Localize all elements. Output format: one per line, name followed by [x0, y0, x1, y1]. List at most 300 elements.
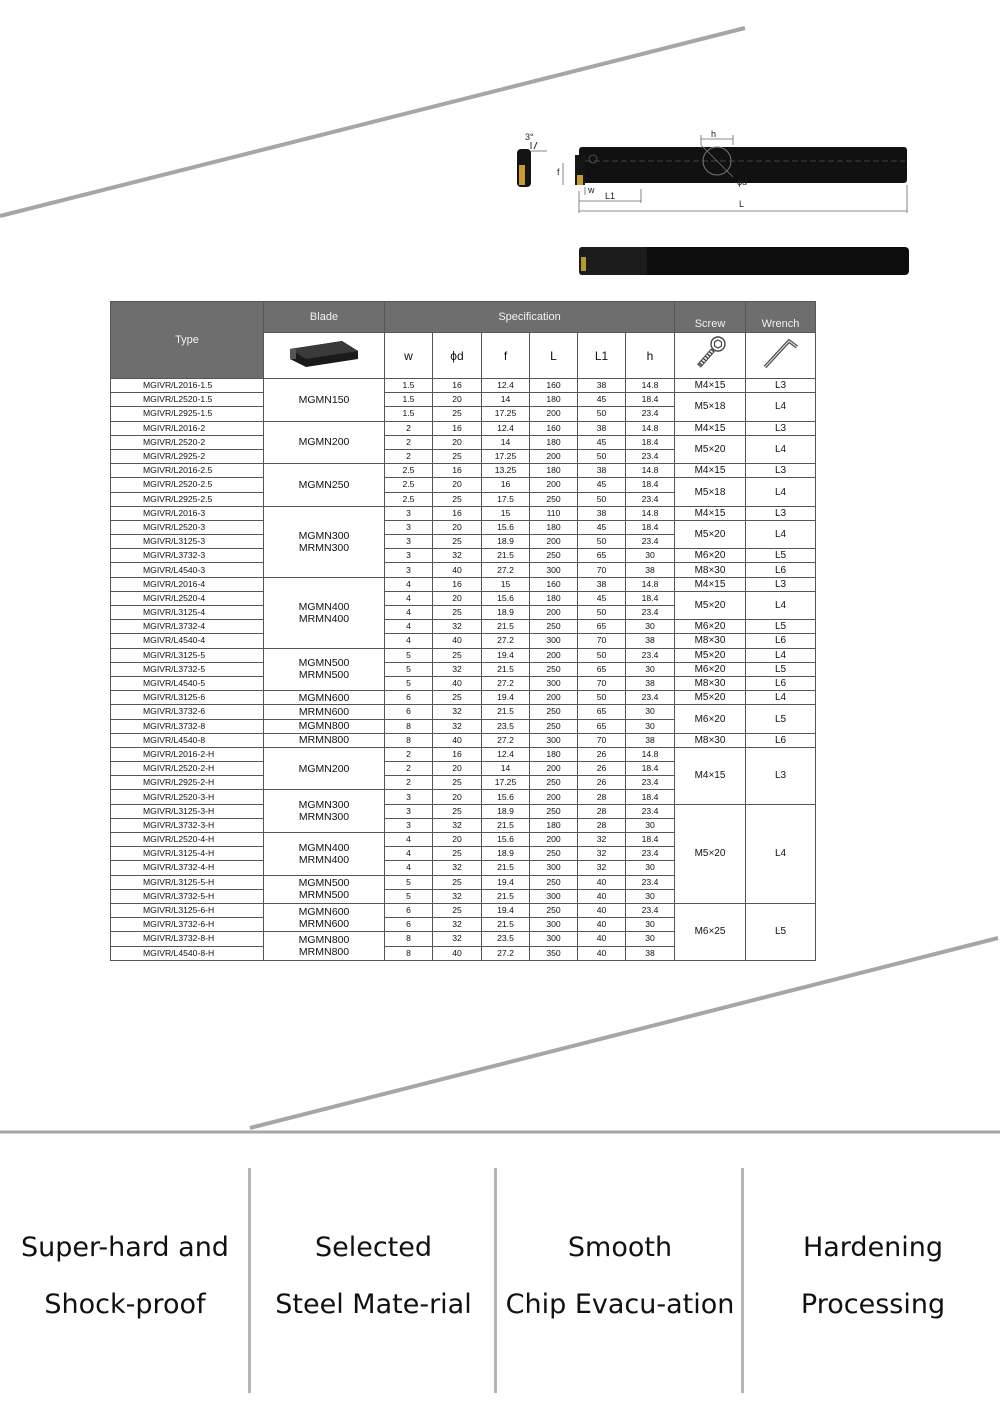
cell-L: 250 — [530, 776, 578, 790]
cell-L1: 26 — [578, 776, 626, 790]
cell-screw: M4×15 — [675, 506, 746, 520]
cell-L1: 45 — [578, 435, 626, 449]
cell-w: 3 — [385, 520, 433, 534]
cell-L: 250 — [530, 662, 578, 676]
cell-L1: 50 — [578, 492, 626, 506]
feature-line-2: Processing — [800, 1288, 946, 1320]
cell-h: 23.4 — [626, 776, 675, 790]
cell-f: 17.25 — [482, 407, 530, 421]
cell-w: 6 — [385, 903, 433, 917]
cell-type: MGIVR/L3125-3 — [111, 535, 264, 549]
cell-L: 160 — [530, 379, 578, 393]
cell-d: 20 — [433, 435, 482, 449]
angle-label: 3° — [525, 132, 534, 142]
cell-L1: 65 — [578, 719, 626, 733]
feature-strip — [0, 1133, 1000, 1418]
header-L: L — [530, 333, 578, 379]
cell-d: 25 — [433, 492, 482, 506]
header-L1: L1 — [578, 333, 626, 379]
cell-blade — [264, 648, 385, 691]
cell-d: 25 — [433, 648, 482, 662]
cell-d: 25 — [433, 407, 482, 421]
feature-divider — [494, 1168, 497, 1393]
blade-model: MGMN400 — [298, 841, 350, 854]
cell-f: 21.5 — [482, 620, 530, 634]
cell-f: 15.6 — [482, 591, 530, 605]
cell-w: 4 — [385, 847, 433, 861]
cell-wrench: L6 — [746, 634, 816, 648]
cell-L1: 32 — [578, 847, 626, 861]
cell-type: MGIVR/L2520-3 — [111, 520, 264, 534]
cell-blade — [264, 691, 385, 705]
blade-model: MRMN600 — [298, 917, 350, 930]
cell-h: 30 — [626, 818, 675, 832]
cell-h: 18.4 — [626, 435, 675, 449]
cell-L1: 28 — [578, 818, 626, 832]
cell-type: MGIVR/L3732-4 — [111, 620, 264, 634]
dim-w-label: w — [588, 185, 595, 195]
cell-screw: M8×30 — [675, 733, 746, 747]
cell-f: 27.2 — [482, 733, 530, 747]
feature-line-1: Hardening — [802, 1231, 944, 1263]
cell-h: 30 — [626, 662, 675, 676]
table-row — [111, 676, 816, 690]
blade-model: MGMN250 — [298, 478, 350, 491]
cell-d: 25 — [433, 535, 482, 549]
cell-wrench: L4 — [746, 591, 816, 619]
cell-type: MGIVR/L3125-5 — [111, 648, 264, 662]
blade-model: MRMN400 — [298, 612, 350, 625]
cell-f: 23.5 — [482, 932, 530, 946]
blade-model: MGMN500 — [298, 877, 350, 890]
cell-blade — [264, 733, 385, 747]
cell-w: 3 — [385, 535, 433, 549]
screw-image-cell — [675, 333, 746, 379]
cell-w: 6 — [385, 918, 433, 932]
cell-w: 4 — [385, 577, 433, 591]
cell-L: 250 — [530, 705, 578, 719]
cell-screw: M8×30 — [675, 634, 746, 648]
cell-h: 30 — [626, 889, 675, 903]
header-specification: Specification — [385, 302, 675, 333]
cell-f: 18.9 — [482, 606, 530, 620]
cell-type: MGIVR/L3732-5-H — [111, 889, 264, 903]
cell-blade — [264, 875, 385, 903]
cell-d: 25 — [433, 903, 482, 917]
cell-screw: M8×30 — [675, 676, 746, 690]
cell-wrench: L4 — [746, 393, 816, 421]
cell-w: 4 — [385, 606, 433, 620]
cell-d: 20 — [433, 520, 482, 534]
cell-L1: 45 — [578, 393, 626, 407]
cell-type: MGIVR/L4540-4 — [111, 634, 264, 648]
cell-w: 1.5 — [385, 379, 433, 393]
cell-f: 12.4 — [482, 379, 530, 393]
table-row — [111, 506, 816, 520]
cell-w: 3 — [385, 790, 433, 804]
cell-L: 180 — [530, 591, 578, 605]
cell-L: 180 — [530, 435, 578, 449]
cell-blade — [264, 421, 385, 464]
cell-wrench: L4 — [746, 691, 816, 705]
cell-f: 21.5 — [482, 889, 530, 903]
cell-blade — [264, 790, 385, 833]
cell-f: 21.5 — [482, 861, 530, 875]
cell-d: 20 — [433, 478, 482, 492]
cell-wrench: L6 — [746, 733, 816, 747]
cell-d: 20 — [433, 591, 482, 605]
cell-screw: M5×20 — [675, 520, 746, 548]
cell-type: MGIVR/L2520-2 — [111, 435, 264, 449]
feature-superhard — [0, 1133, 250, 1418]
cell-L: 300 — [530, 861, 578, 875]
cell-wrench: L4 — [746, 435, 816, 463]
feature-line-2: Shock-proof — [44, 1288, 206, 1320]
table-row — [111, 691, 816, 705]
table-row — [111, 903, 816, 917]
header-wrench: Wrench — [746, 302, 816, 333]
blade-model: MRMN500 — [298, 889, 350, 902]
cell-type: MGIVR/L3125-4 — [111, 606, 264, 620]
spec-table — [110, 301, 816, 961]
cell-h: 14.8 — [626, 379, 675, 393]
cell-w: 2 — [385, 435, 433, 449]
blade-model: MRMN500 — [298, 669, 350, 682]
cell-d: 20 — [433, 762, 482, 776]
dim-f-label: f — [557, 167, 560, 177]
cell-L: 200 — [530, 833, 578, 847]
cell-d: 32 — [433, 549, 482, 563]
tool-diagram — [505, 125, 915, 280]
cell-L1: 50 — [578, 407, 626, 421]
dim-d-label: ϕd — [737, 177, 748, 187]
cell-f: 21.5 — [482, 918, 530, 932]
cell-L: 250 — [530, 719, 578, 733]
cell-f: 16 — [482, 478, 530, 492]
cell-f: 19.4 — [482, 691, 530, 705]
cell-h: 23.4 — [626, 648, 675, 662]
cell-d: 16 — [433, 747, 482, 761]
cell-L1: 26 — [578, 747, 626, 761]
cell-f: 21.5 — [482, 818, 530, 832]
cell-h: 23.4 — [626, 407, 675, 421]
table-row — [111, 563, 816, 577]
cell-type: MGIVR/L2925-2.5 — [111, 492, 264, 506]
cell-L1: 45 — [578, 591, 626, 605]
cell-screw: M5×20 — [675, 648, 746, 662]
cell-h: 14.8 — [626, 464, 675, 478]
table-row — [111, 662, 816, 676]
cell-wrench: L5 — [746, 549, 816, 563]
cell-L: 250 — [530, 804, 578, 818]
table-row — [111, 648, 816, 662]
cell-h: 18.4 — [626, 591, 675, 605]
blade-model: MRMN600 — [298, 705, 350, 718]
cell-L: 200 — [530, 535, 578, 549]
cell-f: 21.5 — [482, 662, 530, 676]
cell-d: 32 — [433, 662, 482, 676]
cell-d: 40 — [433, 676, 482, 690]
cell-h: 23.4 — [626, 492, 675, 506]
header-blade: Blade — [264, 302, 385, 333]
bar-photo — [579, 247, 909, 275]
cell-blade — [264, 506, 385, 577]
cell-f: 27.2 — [482, 946, 530, 960]
cell-w: 2 — [385, 747, 433, 761]
table-row — [111, 464, 816, 478]
cell-screw: M8×30 — [675, 563, 746, 577]
cell-w: 4 — [385, 634, 433, 648]
cell-L1: 65 — [578, 620, 626, 634]
cell-wrench: L5 — [746, 662, 816, 676]
cell-w: 5 — [385, 648, 433, 662]
cell-f: 17.25 — [482, 776, 530, 790]
cell-type: MGIVR/L2925-2-H — [111, 776, 264, 790]
cell-h: 18.4 — [626, 393, 675, 407]
cell-screw: M5×20 — [675, 691, 746, 705]
cell-f: 15.6 — [482, 520, 530, 534]
cell-d: 32 — [433, 918, 482, 932]
blade-model: MGMN200 — [298, 762, 350, 775]
blade-model: MRMN300 — [298, 541, 350, 554]
cell-screw: M5×20 — [675, 591, 746, 619]
cell-d: 25 — [433, 776, 482, 790]
cell-d: 32 — [433, 889, 482, 903]
feature-hardening — [746, 1133, 1000, 1418]
cell-L: 250 — [530, 903, 578, 917]
cell-blade — [264, 705, 385, 719]
cell-type: MGIVR/L3125-5-H — [111, 875, 264, 889]
cell-screw: M5×18 — [675, 478, 746, 506]
cell-L: 250 — [530, 620, 578, 634]
cell-L1: 65 — [578, 705, 626, 719]
cell-wrench: L3 — [746, 379, 816, 393]
cell-type: MGIVR/L3732-8-H — [111, 932, 264, 946]
cell-type: MGIVR/L2520-1.5 — [111, 393, 264, 407]
feature-line-1: Super-hard and — [21, 1231, 229, 1263]
cell-type: MGIVR/L2520-2-H — [111, 762, 264, 776]
cell-d: 25 — [433, 847, 482, 861]
cell-type: MGIVR/L3732-3 — [111, 549, 264, 563]
feature-chip — [498, 1133, 742, 1418]
cell-screw: M6×20 — [675, 705, 746, 733]
cell-d: 16 — [433, 464, 482, 478]
cell-type: MGIVR/L4540-8 — [111, 733, 264, 747]
cell-d: 25 — [433, 804, 482, 818]
cell-L: 200 — [530, 790, 578, 804]
cell-wrench: L4 — [746, 648, 816, 662]
cell-L1: 45 — [578, 478, 626, 492]
table-row — [111, 620, 816, 634]
cell-type: MGIVR/L2520-4 — [111, 591, 264, 605]
cell-L: 350 — [530, 946, 578, 960]
table-row — [111, 804, 816, 818]
cell-h: 23.4 — [626, 847, 675, 861]
cell-w: 2.5 — [385, 464, 433, 478]
cell-h: 30 — [626, 918, 675, 932]
cell-h: 23.4 — [626, 449, 675, 463]
table-row — [111, 747, 816, 761]
cell-f: 19.4 — [482, 875, 530, 889]
cell-L1: 32 — [578, 861, 626, 875]
blade-model: MRMN400 — [298, 853, 350, 866]
cell-L: 180 — [530, 464, 578, 478]
cell-L1: 40 — [578, 918, 626, 932]
cell-d: 25 — [433, 606, 482, 620]
cell-w: 6 — [385, 691, 433, 705]
feature-divider — [248, 1168, 251, 1393]
cell-screw: M4×15 — [675, 747, 746, 804]
cell-L1: 38 — [578, 506, 626, 520]
cell-wrench: L4 — [746, 520, 816, 548]
blade-model: MRMN300 — [298, 811, 350, 824]
blade-model: MGMN300 — [298, 529, 350, 542]
cell-h: 30 — [626, 620, 675, 634]
cell-d: 16 — [433, 577, 482, 591]
cell-blade — [264, 833, 385, 876]
cell-type: MGIVR/L3732-6 — [111, 705, 264, 719]
cell-L: 160 — [530, 421, 578, 435]
cell-L1: 38 — [578, 577, 626, 591]
cell-d: 32 — [433, 719, 482, 733]
cell-L: 300 — [530, 733, 578, 747]
cell-type: MGIVR/L3732-8 — [111, 719, 264, 733]
cell-L: 250 — [530, 549, 578, 563]
cell-screw: M5×20 — [675, 435, 746, 463]
cell-h: 14.8 — [626, 577, 675, 591]
cell-type: MGIVR/L2016-2 — [111, 421, 264, 435]
cell-d: 40 — [433, 634, 482, 648]
feature-line-2: Steel Mate-rial — [275, 1288, 472, 1320]
cell-L1: 40 — [578, 875, 626, 889]
cell-h: 30 — [626, 549, 675, 563]
blade-model: MGMN600 — [298, 905, 350, 918]
cell-type: MGIVR/L2016-1.5 — [111, 379, 264, 393]
blade-model: MGMN200 — [298, 436, 350, 449]
header-w: w — [385, 333, 433, 379]
feature-line-2: Chip Evacu-ation — [505, 1288, 735, 1320]
blade-model: MGMN400 — [298, 600, 350, 613]
cell-L1: 65 — [578, 662, 626, 676]
cell-h: 14.8 — [626, 421, 675, 435]
insert-end-view — [517, 142, 563, 187]
cell-w: 4 — [385, 833, 433, 847]
cell-w: 1.5 — [385, 407, 433, 421]
cell-L1: 32 — [578, 833, 626, 847]
cell-w: 5 — [385, 889, 433, 903]
cell-type: MGIVR/L3732-5 — [111, 662, 264, 676]
cell-wrench: L5 — [746, 705, 816, 733]
cell-d: 40 — [433, 733, 482, 747]
cell-L: 300 — [530, 889, 578, 903]
cell-L1: 28 — [578, 804, 626, 818]
cell-type: MGIVR/L3732-4-H — [111, 861, 264, 875]
cell-w: 5 — [385, 875, 433, 889]
cell-w: 8 — [385, 932, 433, 946]
cell-d: 32 — [433, 620, 482, 634]
cell-L1: 70 — [578, 563, 626, 577]
cell-L: 180 — [530, 520, 578, 534]
cell-w: 8 — [385, 946, 433, 960]
cell-d: 16 — [433, 421, 482, 435]
cell-L: 300 — [530, 676, 578, 690]
cell-h: 38 — [626, 634, 675, 648]
cell-blade — [264, 577, 385, 648]
cell-w: 8 — [385, 733, 433, 747]
header-f: f — [482, 333, 530, 379]
cell-screw: M6×25 — [675, 903, 746, 960]
cell-f: 17.25 — [482, 449, 530, 463]
table-row — [111, 591, 816, 605]
blade-insert-icon — [284, 335, 364, 371]
table-row — [111, 421, 816, 435]
cell-type: MGIVR/L2016-2-H — [111, 747, 264, 761]
cell-L: 250 — [530, 875, 578, 889]
cell-h: 18.4 — [626, 833, 675, 847]
cell-L: 160 — [530, 577, 578, 591]
cell-type: MGIVR/L2520-3-H — [111, 790, 264, 804]
cell-L1: 38 — [578, 464, 626, 478]
header-type: Type — [111, 302, 264, 379]
cell-f: 14 — [482, 435, 530, 449]
table-row — [111, 435, 816, 449]
cell-f: 19.4 — [482, 903, 530, 917]
diagonal-line-bottom — [250, 938, 998, 1128]
cell-screw: M6×20 — [675, 620, 746, 634]
cell-wrench: L3 — [746, 747, 816, 804]
cell-type: MGIVR/L2520-2.5 — [111, 478, 264, 492]
cell-w: 2.5 — [385, 492, 433, 506]
cell-d: 20 — [433, 833, 482, 847]
cell-type: MGIVR/L2520-4-H — [111, 833, 264, 847]
dim-L1-label: L1 — [605, 191, 616, 201]
cell-f: 21.5 — [482, 549, 530, 563]
cell-L1: 50 — [578, 449, 626, 463]
cell-L: 250 — [530, 847, 578, 861]
cell-w: 5 — [385, 662, 433, 676]
cell-blade — [264, 932, 385, 960]
table-row — [111, 634, 816, 648]
cell-type: MGIVR/L2925-2 — [111, 449, 264, 463]
cell-w: 2 — [385, 762, 433, 776]
cell-L: 200 — [530, 691, 578, 705]
cell-L1: 40 — [578, 889, 626, 903]
cell-f: 14 — [482, 393, 530, 407]
cell-blade — [264, 903, 385, 931]
cell-type: MGIVR/L3125-4-H — [111, 847, 264, 861]
cell-L: 200 — [530, 478, 578, 492]
cell-L1: 50 — [578, 535, 626, 549]
cell-w: 2 — [385, 421, 433, 435]
cell-d: 16 — [433, 379, 482, 393]
cell-h: 23.4 — [626, 875, 675, 889]
cell-f: 15 — [482, 577, 530, 591]
cell-L1: 70 — [578, 634, 626, 648]
dim-L-label: L — [739, 199, 745, 209]
cell-type: MGIVR/L2925-1.5 — [111, 407, 264, 421]
header-d: ϕd — [433, 333, 482, 379]
cell-d: 40 — [433, 946, 482, 960]
cell-h: 23.4 — [626, 903, 675, 917]
screw-icon — [690, 333, 730, 373]
cell-h: 30 — [626, 719, 675, 733]
table-row — [111, 478, 816, 492]
table-row — [111, 379, 816, 393]
blade-model: MGMN500 — [298, 657, 350, 670]
cell-h: 23.4 — [626, 606, 675, 620]
cell-wrench: L6 — [746, 676, 816, 690]
cell-f: 27.2 — [482, 676, 530, 690]
